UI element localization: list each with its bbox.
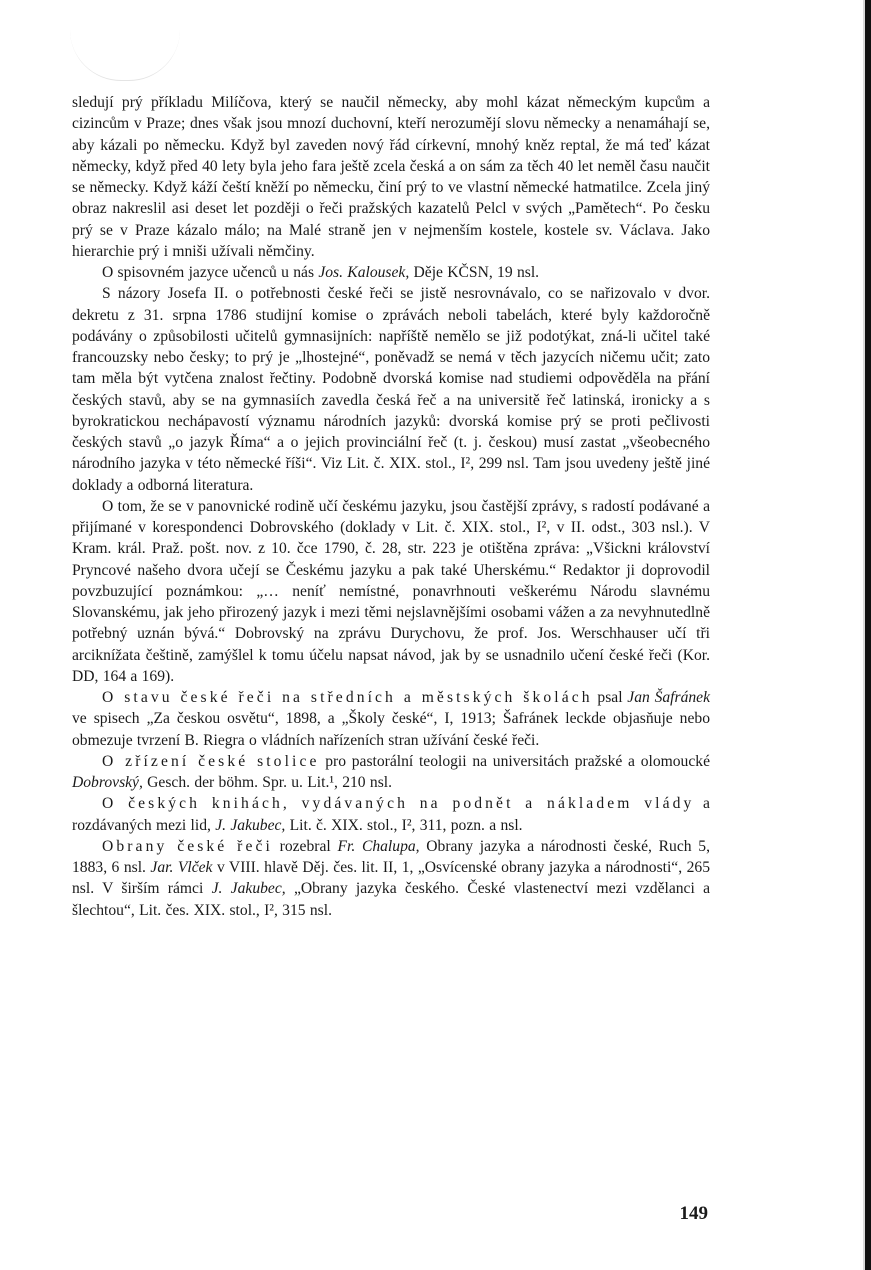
paragraph xyxy=(72,496,710,687)
paragraph xyxy=(72,262,710,283)
text-run: S názory Josefa II. o potřebnosti české řeči se jistě nesrovnávalo, co se nařizovalo v dvor. dekretu z 31. srpna 1786 studijní komise o zprávách neboli tabelách, které byly každoročně podávány o způsobilosti učitelů gymnasijních: napříště nemělo se již podotýkat, zná-li učitel také francouzsky nebo česky; to prý je „lhostejné“, poněvadž se nemá v těch jazycích ničemu učit; zato tam měla být vytčena znalost řečtiny. Podobně dvorská komise nad studiemi odpověděla na přání českých stavů, aby se na gymnasiích zavedla česká řeč a na universitě řeč latinská, ironicky a s byrokratickou nechápavostí významu národních jazyků: dvorská komise prý se proti pečlivosti českých stavů „o jazyk Říma“ a o jejich provinciální řeč (t. j. českou) musí zastat „všeobecného národního jazyka v této německé říši“. Viz Lit. č. XIX. stol., I², 299 nsl. Tam jsou uvedeny ještě jiné doklady a odborná literatura. xyxy=(72,285,710,494)
text-run: rozebral xyxy=(272,837,338,855)
text-run: O spisovném jazyce učenců u nás xyxy=(102,264,319,281)
paragraph xyxy=(72,283,710,496)
text-run: „Obrany jazyka českého. České vlastenectví mezi vzdělanci a šlechtou“, Lit. čes. XIX. stol., I², 315 nsl. xyxy=(72,880,711,919)
paragraph xyxy=(72,687,710,751)
italic-author: Jar. Vlček xyxy=(150,859,213,876)
text-run: ve spisech „Za českou osvětu“, 1898, a „Školy české“, I, 1913; Šafránek leckde objasňuje nebo obmezuje tvrzení B. Riegra o vládních nařízeních stran užívání české řeči. xyxy=(72,710,710,749)
text-run: sledují prý příkladu Milíčova, který se naučil německy, aby mohl kázat německým kupcům a cizincům v Praze; dnes však jsou mnozí duchovní, kteří nerozumějí slovu německy a nenamáhají se, aby kázali po německu. Když byl zaveden nový řád církevní, mnohý kněz reptal, že má teď kázat německy, když před 40 lety byla jeho fara ještě zcela česká a on sám za těch 40 let neměl času naučit se německy. Když káží čeští kněží po německu, činí prý to ve vlastní německé hatmatilce. Zcela jiný obraz nakreslil asi deset let později o řeči pražských kazatelů Pelcl v svých „Pamětech“. Po česku prý se v Praze kázalo málo; na Malé straně jen v nejmenším kostele, kostele sv. Václava. Jako hierarchie prý i mniši užívali němčiny. xyxy=(72,94,710,260)
text-run: pro pastorální teologii na universitách pražské a olomoucké xyxy=(319,752,710,770)
text-run: Děje KČSN, 19 nsl. xyxy=(409,264,540,281)
paragraph xyxy=(72,793,710,836)
italic-author: Jos. Kalousek, xyxy=(318,264,410,281)
text-run: psal xyxy=(592,689,628,706)
italic-author: Dobrovský, xyxy=(72,774,143,791)
italic-author: Fr. Chalupa, xyxy=(337,837,420,855)
italic-author: Jan Šafránek xyxy=(627,689,711,706)
spaced-heading: O stavu české řeči na středních a městských školách xyxy=(102,689,593,706)
text-run: Obrany jazyka a národnosti české, Ruch 5, 1883, 6 nsl. xyxy=(72,837,710,876)
paragraph xyxy=(72,836,710,921)
text-run: a rozdávaných mezi lid, xyxy=(72,795,710,834)
page-number: 149 xyxy=(679,1203,708,1224)
spaced-heading: O zřízení české stolice xyxy=(102,752,320,770)
page-edge xyxy=(865,0,871,1270)
paragraph xyxy=(72,92,710,262)
corner-mark xyxy=(70,30,180,81)
body-text xyxy=(72,92,710,921)
spaced-heading: O českých knihách, vydávaných na podnět a nákladem vlády xyxy=(102,795,695,813)
italic-author: J. Jakubec, xyxy=(211,880,286,898)
spaced-heading: Obrany české řeči xyxy=(102,837,273,855)
text-run: O tom, že se v panovnické rodině učí českému jazyku, jsou častější zprávy, s radostí podávané a přijímané v korespondenci Dobrovského (doklady v Lit. č. XIX. stol., I², v II. odst., 303 nsl.). V Kram. král. Praž. pošt. nov. z 10. čce 1790, č. 28, str. 223 je otištěna zpráva: „Všickni království Pryncové našeho dvora učejí se Českému jazyku a pak také Uherskému.“ Redaktor ji doprovodil povzbuzující poznámkou: „… neníť nemístné, ponavrhnouti veškerému Národu slavnému Slovanskému, jak jeho přirozený jazyk i mezi těmi nejslavnějšími osobami vážen a za nevyhnutedlně potřebný uznán bývá.“ Dobrovský na zprávu Durychovu, že prof. Jos. Werschhauser učí tři arciknížata češtině, zamýšlel k tomu účelu napsat návod, jak by se usnadnilo učení české řeči (Kor. DD, 164 a 169). xyxy=(72,497,710,685)
paragraph xyxy=(72,751,710,794)
italic-author: J. Jakubec, xyxy=(215,816,286,834)
text-run: v VIII. hlavě Děj. čes. lit. II, 1, „Osvícenské obrany jazyka a národnosti“, 265 nsl. V širším rámci xyxy=(72,859,710,898)
text-run: Gesch. der böhm. Spr. u. Lit.¹, 210 nsl. xyxy=(142,774,393,791)
text-run: Lit. č. XIX. stol., I², 311, pozn. a nsl. xyxy=(285,816,523,834)
